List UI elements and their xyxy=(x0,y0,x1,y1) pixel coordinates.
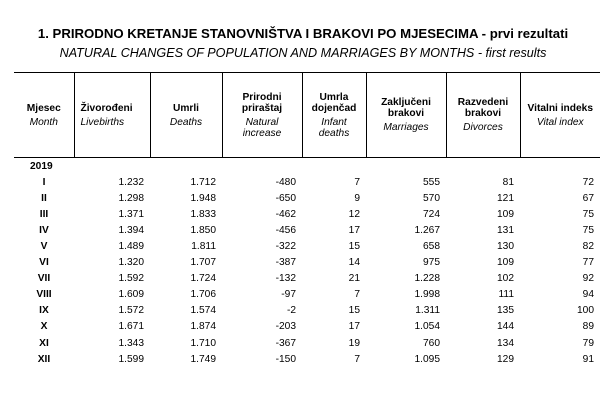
divorces-cell: 111 xyxy=(498,289,514,301)
divorces-cell: 144 xyxy=(497,321,514,333)
divorces-cell: 109 xyxy=(497,257,514,269)
infant-deaths-cell: 7 xyxy=(354,176,360,188)
deaths-cell: 1.712 xyxy=(190,176,216,188)
table-row xyxy=(14,222,600,238)
deaths-cell: 1.874 xyxy=(190,321,216,333)
deaths-cell: 1.724 xyxy=(190,273,216,285)
marriages-cell: 555 xyxy=(423,176,440,188)
divorces-cell: 131 xyxy=(497,224,514,236)
month-cell: VIII xyxy=(36,289,52,301)
table-row xyxy=(14,271,600,287)
table-row xyxy=(14,238,600,254)
vital-index-cell: 77 xyxy=(582,257,594,269)
table-row xyxy=(14,335,600,351)
marriages-cell: 975 xyxy=(423,257,440,269)
vital-index-cell: 94 xyxy=(582,289,594,301)
natural-increase-cell: -480 xyxy=(275,176,296,188)
header-infant-deaths: Umrla dojenčad Infant deaths xyxy=(302,73,366,158)
natural-increase-cell: -150 xyxy=(275,353,296,365)
marriages-cell: 658 xyxy=(423,241,440,253)
livebirths-cell: 1.232 xyxy=(118,176,144,188)
livebirths-cell: 1.592 xyxy=(118,273,144,285)
livebirths-cell: 1.609 xyxy=(118,289,144,301)
month-cell: XI xyxy=(39,337,49,349)
vital-index-cell: 75 xyxy=(582,208,594,220)
livebirths-cell: 1.394 xyxy=(118,224,144,236)
header-deaths: Umrli Deaths xyxy=(150,73,222,158)
livebirths-cell: 1.489 xyxy=(118,241,144,253)
deaths-cell: 1.574 xyxy=(190,305,216,317)
marriages-cell: 570 xyxy=(423,192,440,204)
table-row xyxy=(14,255,600,271)
divorces-cell: 109 xyxy=(497,208,514,220)
marriages-cell: 724 xyxy=(423,208,440,220)
deaths-cell: 1.948 xyxy=(190,192,216,204)
month-cell: XII xyxy=(37,353,51,365)
natural-increase-cell: -132 xyxy=(275,273,296,285)
infant-deaths-cell: 21 xyxy=(348,273,360,285)
table-row xyxy=(14,174,600,190)
deaths-cell: 1.749 xyxy=(190,353,216,365)
header-marriages: Zaključeni brakovi Marriages xyxy=(366,73,446,158)
vital-index-cell: 91 xyxy=(582,353,594,365)
infant-deaths-cell: 7 xyxy=(354,289,360,301)
month-cell: IX xyxy=(39,305,49,317)
month-cell: III xyxy=(39,208,49,220)
header-livebirths: Živorođeni Livebirths xyxy=(74,73,150,158)
divorces-cell: 81 xyxy=(502,176,514,188)
divorces-cell: 135 xyxy=(497,305,514,317)
vital-index-cell: 67 xyxy=(582,192,594,204)
deaths-cell: 1.710 xyxy=(190,337,216,349)
infant-deaths-cell: 15 xyxy=(348,305,360,317)
divorces-cell: 130 xyxy=(497,241,514,253)
divorces-cell: 129 xyxy=(497,353,514,365)
marriages-cell: 1.095 xyxy=(414,353,440,365)
natural-increase-cell: -203 xyxy=(275,321,296,333)
marriages-cell: 1.228 xyxy=(414,273,440,285)
table-row xyxy=(14,206,600,222)
deaths-cell: 1.707 xyxy=(190,257,216,269)
infant-deaths-cell: 19 xyxy=(348,337,360,349)
infant-deaths-cell: 12 xyxy=(348,208,360,220)
year-row xyxy=(14,158,600,175)
header-month: Mjesec Month xyxy=(14,73,74,158)
infant-deaths-cell: 9 xyxy=(354,192,360,204)
natural-increase-cell: -2 xyxy=(286,305,296,317)
month-cell: VII xyxy=(37,273,51,285)
vital-index-cell: 79 xyxy=(582,337,594,349)
deaths-cell: 1.706 xyxy=(190,289,216,301)
natural-increase-cell: -387 xyxy=(275,257,296,269)
month-cell: II xyxy=(41,192,47,204)
natural-increase-cell: -650 xyxy=(275,192,296,204)
deaths-cell: 1.833 xyxy=(190,208,216,220)
month-cell: V xyxy=(40,241,48,253)
vital-index-cell: 100 xyxy=(577,305,594,317)
month-cell: IV xyxy=(39,224,49,236)
natural-increase-cell: -462 xyxy=(275,208,296,220)
livebirths-cell: 1.572 xyxy=(118,305,144,317)
vital-statistics-table xyxy=(14,72,600,367)
marriages-cell: 1.267 xyxy=(414,224,440,236)
divorces-cell: 102 xyxy=(497,273,514,285)
infant-deaths-cell: 7 xyxy=(354,353,360,365)
marriages-cell: 760 xyxy=(423,337,440,349)
vital-index-cell: 82 xyxy=(582,241,594,253)
marriages-cell: 1.311 xyxy=(415,305,440,317)
infant-deaths-cell: 17 xyxy=(348,321,360,333)
table-row xyxy=(14,287,600,303)
header-divorces: Razvedeni brakovi Divorces xyxy=(446,73,520,158)
natural-increase-cell: -367 xyxy=(275,337,296,349)
vital-index-cell: 72 xyxy=(582,176,594,188)
table-row xyxy=(14,319,600,335)
year-label: 2019 xyxy=(30,160,53,172)
livebirths-cell: 1.671 xyxy=(118,321,144,333)
livebirths-cell: 1.371 xyxy=(118,208,144,220)
vital-index-cell: 89 xyxy=(582,321,594,333)
month-cell: I xyxy=(42,176,46,188)
table-row xyxy=(14,351,600,367)
divorces-cell: 121 xyxy=(497,192,514,204)
livebirths-cell: 1.298 xyxy=(118,192,144,204)
table-row xyxy=(14,190,600,206)
infant-deaths-cell: 17 xyxy=(348,224,360,236)
month-cell: X xyxy=(40,321,48,333)
livebirths-cell: 1.320 xyxy=(118,257,144,269)
marriages-cell: 1.054 xyxy=(414,321,440,333)
header-row xyxy=(14,73,600,158)
marriages-cell: 1.998 xyxy=(414,289,440,301)
month-cell: VI xyxy=(39,257,49,269)
deaths-cell: 1.850 xyxy=(190,224,216,236)
table-row xyxy=(14,303,600,319)
livebirths-cell: 1.343 xyxy=(118,337,144,349)
table-subtitle: NATURAL CHANGES OF POPULATION AND MARRIAGES BY MONTHS - first results xyxy=(59,46,547,60)
header-natural-increase: Prirodni priraštaj Natural increase xyxy=(222,73,302,158)
livebirths-cell: 1.599 xyxy=(118,353,144,365)
infant-deaths-cell: 15 xyxy=(348,241,360,253)
vital-index-cell: 92 xyxy=(582,273,594,285)
natural-increase-cell: -322 xyxy=(275,241,296,253)
table-title: 1. PRIRODNO KRETANJE STANOVNIŠTVA I BRAKOVI PO MJESECIMA - prvi rezultati xyxy=(37,26,569,41)
infant-deaths-cell: 14 xyxy=(348,257,360,269)
vital-index-cell: 75 xyxy=(582,224,594,236)
deaths-cell: 1.811 xyxy=(191,241,216,253)
natural-increase-cell: -97 xyxy=(281,289,296,301)
header-vital-index: Vitalni indeks Vital index xyxy=(520,73,600,158)
divorces-cell: 134 xyxy=(497,337,514,349)
natural-increase-cell: -456 xyxy=(275,224,296,236)
